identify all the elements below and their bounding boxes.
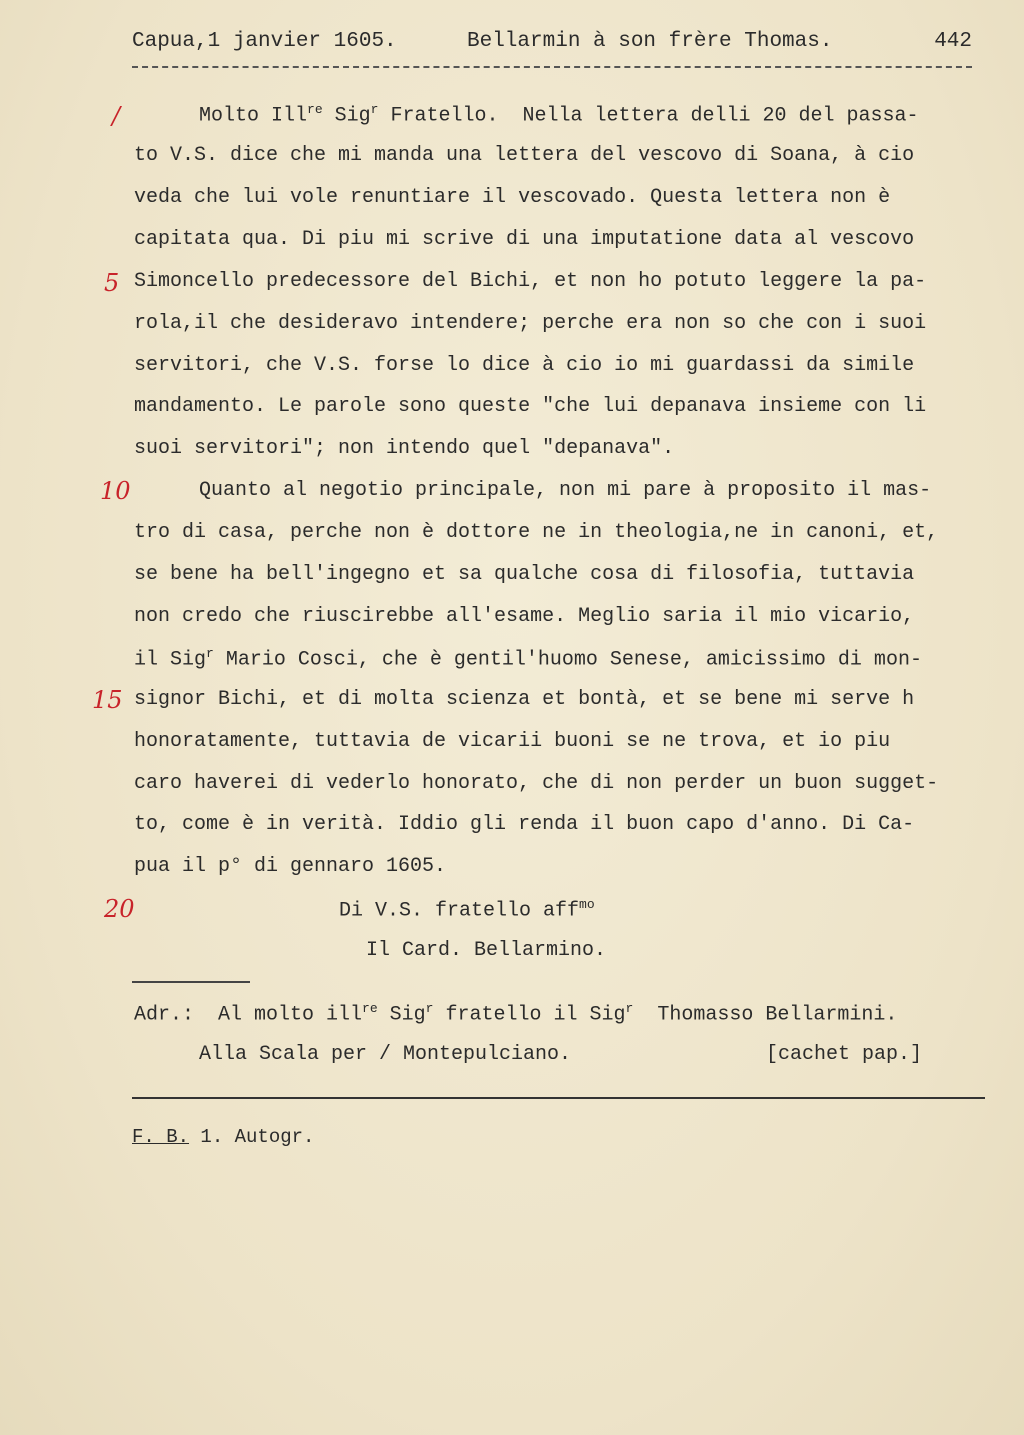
source-abbreviation: F. B.: [132, 1126, 190, 1148]
letter-line: il Sig$^r$ Mario Cosci, che è gentil'huomo Senese, amicissimo di mon-: [134, 646, 922, 672]
letter-line: suoi servitori"; non intendo quel "depanava".: [134, 437, 675, 460]
seal-note: [cachet pap.]: [766, 1043, 923, 1066]
header-divider: [132, 66, 972, 68]
letter-line: tro di casa, perche non è dottore ne in theologia,ne in canoni, et,: [134, 521, 939, 544]
footer-divider: [132, 1097, 985, 1099]
letter-line: caro haverei di vederlo honorato, che di non perder un buon sugget-: [134, 772, 939, 795]
letter-line: honoratamente, tuttavia de vicarii buoni se ne trova, et io piu: [134, 730, 891, 753]
page-header: [132, 30, 972, 60]
header-date: Capua,1 janvier 1605.: [132, 30, 397, 53]
section-divider: [132, 981, 250, 983]
signature-line: Il Card. Bellarmino.: [366, 939, 607, 962]
source-detail: 1. Autogr.: [189, 1126, 315, 1148]
letter-line: se bene ha bell'ingegno et sa qualche cosa di filosofia, tuttavia: [134, 563, 915, 586]
margin-number-20: 20: [104, 895, 135, 923]
letter-line: Molto Ill$^{re}$ Sig$^r$ Fratello. Nella lettera delli 20 del passa-: [199, 102, 919, 128]
letter-line: veda che lui vole renuntiare il vescovado. Questa lettera non è: [134, 186, 891, 209]
letter-line: to V.S. dice che mi manda una lettera del vescovo di Soana, à cio: [134, 144, 915, 167]
closing-line: Di V.S. fratello aff$^{mo}$: [339, 897, 595, 923]
margin-number-5: 5: [104, 269, 120, 297]
letter-line: capitata qua. Di piu mi scrive di una imputatione data al vescovo: [134, 228, 915, 251]
margin-number-10: 10: [100, 477, 131, 505]
address-line: Adr.: Al molto ill$^{re}$ Sig$^r$ fratello il Sig$^r$ Thomasso Bellarmini.: [134, 1001, 898, 1027]
letter-line: Simoncello predecessore del Bichi, et non ho potuto leggere la pa-: [134, 270, 927, 293]
page-number: 442: [934, 30, 972, 53]
letter-line: non credo che riuscirebbe all'esame. Meglio saria il mio vicario,: [134, 605, 915, 628]
letter-line: pua il p° di gennaro 1605.: [134, 855, 447, 878]
letter-line: signor Bichi, et di molta scienza et bontà, et se bene mi serve h: [134, 688, 915, 711]
letter-line: to, come è in verità. Iddio gli renda il buon capo d'anno. Di Ca-: [134, 813, 915, 836]
margin-number-1: /: [112, 102, 121, 130]
address-line: Alla Scala per / Montepulciano.: [199, 1043, 572, 1066]
letter-line: Quanto al negotio principale, non mi pare à proposito il mas-: [199, 479, 932, 502]
letter-line: mandamento. Le parole sono queste "che lui depanava insieme con li: [134, 395, 927, 418]
margin-number-15: 15: [92, 686, 123, 714]
letter-line: servitori, che V.S. forse lo dice à cio io mi guardassi da simile: [134, 354, 915, 377]
header-title: Bellarmin à son frère Thomas.: [467, 30, 833, 53]
source-note: [132, 1126, 314, 1148]
letter-line: rola,il che desideravo intendere; perche era non so che con i suoi: [134, 312, 927, 335]
